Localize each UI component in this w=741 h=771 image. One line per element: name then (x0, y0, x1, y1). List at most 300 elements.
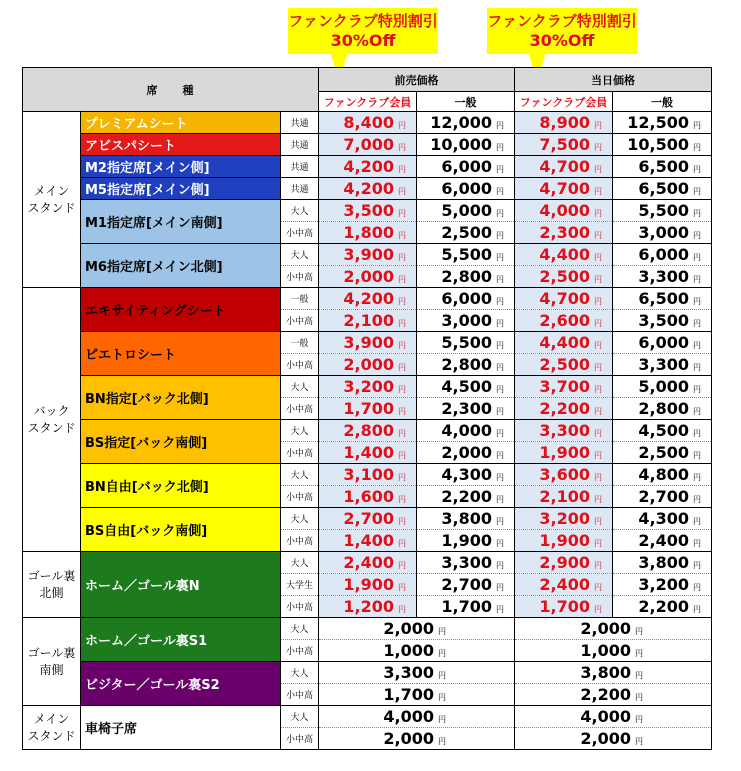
sameday-fan-price (515, 200, 613, 222)
sameday-general-price (613, 288, 712, 310)
price-value: 4,800 (638, 465, 689, 484)
yen-unit: 円 (594, 297, 602, 306)
sameday-fan-price (515, 244, 613, 266)
advance-general-price (417, 376, 515, 398)
ticket-category: 小中高 (281, 266, 319, 288)
table-row (23, 178, 712, 200)
table-row (23, 244, 712, 266)
sameday-price (515, 728, 712, 750)
price-value: 4,700 (539, 179, 590, 198)
seat-name: M5指定席[メイン側] (81, 178, 281, 200)
stand-area-label (23, 288, 81, 552)
price-value: 4,500 (638, 421, 689, 440)
price-value: 2,800 (441, 267, 492, 286)
sameday-general-price (613, 112, 712, 134)
price-value: 3,800 (580, 663, 631, 682)
table-row (23, 376, 712, 398)
seat-name: アビスパシート (81, 134, 281, 156)
table-row (23, 552, 712, 574)
sameday-fan-price (515, 508, 613, 530)
yen-unit: 円 (594, 275, 602, 284)
price-value: 2,400 (638, 531, 689, 550)
yen-unit: 円 (496, 451, 504, 460)
price-value: 2,300 (441, 399, 492, 418)
advance-price (319, 662, 515, 684)
seat-name: 車椅子席 (81, 706, 281, 750)
price-value: 2,000 (343, 267, 394, 286)
price-value: 1,200 (343, 597, 394, 616)
yen-unit: 円 (398, 539, 406, 548)
yen-unit: 円 (693, 187, 701, 196)
advance-fan-price (319, 574, 417, 596)
sameday-general-price (613, 398, 712, 420)
yen-unit: 円 (398, 517, 406, 526)
price-value: 6,500 (638, 179, 689, 198)
price-value: 10,500 (627, 135, 689, 154)
yen-unit: 円 (496, 539, 504, 548)
table-row (23, 508, 712, 530)
sameday-general-price (613, 486, 712, 508)
yen-unit: 円 (496, 385, 504, 394)
seat-name: BS自由[バック南側] (81, 508, 281, 552)
price-value: 4,700 (539, 289, 590, 308)
advance-general-price (417, 266, 515, 288)
ticket-category: 一般 (281, 288, 319, 310)
ticket-category: 大人 (281, 464, 319, 486)
sameday-general-price (613, 332, 712, 354)
price-value: 1,400 (343, 443, 394, 462)
yen-unit: 円 (398, 451, 406, 460)
advance-general-price (417, 200, 515, 222)
yen-unit: 円 (496, 341, 504, 350)
yen-unit: 円 (496, 583, 504, 592)
sameday-general-price (613, 420, 712, 442)
ticket-category: 小中高 (281, 310, 319, 332)
seat-name: ピエトロシート (81, 332, 281, 376)
price-value: 2,500 (539, 267, 590, 286)
advance-price (319, 618, 515, 640)
sameday-price (515, 640, 712, 662)
sameday-fan-price (515, 420, 613, 442)
sameday-fan-price (515, 552, 613, 574)
yen-unit: 円 (398, 561, 406, 570)
price-value: 3,900 (343, 245, 394, 264)
price-value: 2,900 (539, 553, 590, 572)
sameday-general-price (613, 178, 712, 200)
advance-general-price (417, 134, 515, 156)
price-value: 4,000 (383, 707, 434, 726)
advance-fan-price (319, 508, 417, 530)
price-value: 3,900 (343, 333, 394, 352)
yen-unit: 円 (594, 187, 602, 196)
advance-general-price (417, 244, 515, 266)
price-value: 1,800 (343, 223, 394, 242)
sameday-fan-price (515, 486, 613, 508)
price-value: 6,000 (638, 333, 689, 352)
sameday-general-price (613, 596, 712, 618)
price-value: 1,700 (383, 685, 434, 704)
price-value: 1,400 (343, 531, 394, 550)
advance-general-price (417, 552, 515, 574)
yen-unit: 円 (398, 429, 406, 438)
yen-unit: 円 (693, 561, 701, 570)
ticket-category: 小中高 (281, 222, 319, 244)
yen-unit: 円 (398, 275, 406, 284)
table-row (23, 706, 712, 728)
yen-unit: 円 (496, 165, 504, 174)
price-value: 3,500 (343, 201, 394, 220)
price-value: 4,200 (343, 157, 394, 176)
price-value: 2,700 (441, 575, 492, 594)
sameday-general-price (613, 530, 712, 552)
sameday-fan-price (515, 332, 613, 354)
price-value: 2,200 (580, 685, 631, 704)
price-value: 2,800 (441, 355, 492, 374)
stand-area-label (23, 112, 81, 288)
advance-price-header: 前売価格 (319, 68, 515, 92)
yen-unit: 円 (693, 385, 701, 394)
sameday-price (515, 662, 712, 684)
yen-unit: 円 (693, 143, 701, 152)
table-row (23, 464, 712, 486)
yen-unit: 円 (398, 385, 406, 394)
price-value: 5,000 (441, 201, 492, 220)
ticket-category: 大人 (281, 244, 319, 266)
advance-fan-price (319, 178, 417, 200)
yen-unit: 円 (496, 253, 504, 262)
yen-unit: 円 (496, 187, 504, 196)
yen-unit: 円 (398, 319, 406, 328)
sameday-general-price (613, 310, 712, 332)
price-value: 1,700 (539, 597, 590, 616)
yen-unit: 円 (594, 385, 602, 394)
yen-unit: 円 (398, 341, 406, 350)
price-value: 1,700 (343, 399, 394, 418)
advance-fan-price (319, 398, 417, 420)
yen-unit: 円 (398, 143, 406, 152)
sameday-general-price (613, 244, 712, 266)
price-value: 2,500 (638, 443, 689, 462)
sameday-general-price (613, 464, 712, 486)
stand-area-label (23, 552, 81, 618)
sameday-fan-price (515, 112, 613, 134)
callout-title: ファンクラブ特別割引 (288, 12, 438, 30)
seat-name: BN自由[バック北側] (81, 464, 281, 508)
yen-unit: 円 (496, 495, 504, 504)
advance-general-header: 一般 (417, 92, 515, 112)
yen-unit: 円 (693, 121, 701, 130)
advance-price (319, 640, 515, 662)
table-row (23, 200, 712, 222)
price-value: 5,500 (441, 245, 492, 264)
advance-general-price (417, 596, 515, 618)
yen-unit: 円 (496, 121, 504, 130)
sameday-fan-price (515, 134, 613, 156)
yen-unit: 円 (693, 407, 701, 416)
yen-unit: 円 (693, 165, 701, 174)
advance-price (319, 706, 515, 728)
price-value: 5,500 (638, 201, 689, 220)
price-value: 3,300 (383, 663, 434, 682)
yen-unit: 円 (496, 363, 504, 372)
yen-unit: 円 (594, 495, 602, 504)
ticket-category: 小中高 (281, 354, 319, 376)
advance-general-price (417, 354, 515, 376)
ticket-category: 大人 (281, 706, 319, 728)
yen-unit: 円 (594, 429, 602, 438)
yen-unit: 円 (693, 517, 701, 526)
table-row (23, 156, 712, 178)
sameday-price-header: 当日価格 (515, 68, 712, 92)
yen-unit: 円 (594, 473, 602, 482)
yen-unit: 円 (496, 473, 504, 482)
stand-area-text: メイン スタンド (27, 183, 76, 215)
ticket-category: 小中高 (281, 640, 319, 662)
price-value: 1,000 (580, 641, 631, 660)
yen-unit: 円 (496, 429, 504, 438)
seat-name: ホーム／ゴール裏N (81, 552, 281, 618)
seat-name: ビジター／ゴール裏S2 (81, 662, 281, 706)
price-value: 6,000 (441, 179, 492, 198)
fan-discount-callout-advance (288, 8, 438, 54)
yen-unit: 円 (635, 649, 643, 658)
table-row (23, 134, 712, 156)
yen-unit: 円 (398, 253, 406, 262)
yen-unit: 円 (594, 539, 602, 548)
yen-unit: 円 (693, 297, 701, 306)
sameday-fan-price (515, 442, 613, 464)
sameday-fan-price (515, 266, 613, 288)
sameday-fan-price (515, 574, 613, 596)
sameday-fan-price (515, 398, 613, 420)
stand-area-text: バック スタンド (27, 403, 76, 435)
price-value: 6,000 (441, 157, 492, 176)
price-value: 4,400 (539, 245, 590, 264)
price-value: 2,000 (441, 443, 492, 462)
callout-discount: 30%Off (330, 31, 396, 50)
advance-fan-price (319, 266, 417, 288)
seat-name: ホーム／ゴール裏S1 (81, 618, 281, 662)
table-row (23, 420, 712, 442)
yen-unit: 円 (594, 253, 602, 262)
price-value: 12,500 (627, 113, 689, 132)
advance-fan-price (319, 354, 417, 376)
stand-area-label (23, 618, 81, 706)
yen-unit: 円 (594, 231, 602, 240)
ticket-category: 小中高 (281, 684, 319, 706)
yen-unit: 円 (693, 231, 701, 240)
advance-fan-price (319, 112, 417, 134)
price-rows (23, 112, 712, 750)
table-row (23, 662, 712, 684)
ticket-category: 大学生 (281, 574, 319, 596)
callout-discount: 30%Off (529, 31, 595, 50)
yen-unit: 円 (438, 737, 446, 746)
yen-unit: 円 (438, 649, 446, 658)
advance-general-price (417, 486, 515, 508)
advance-fan-price (319, 156, 417, 178)
yen-unit: 円 (496, 561, 504, 570)
yen-unit: 円 (693, 451, 701, 460)
advance-price (319, 728, 515, 750)
advance-general-price (417, 530, 515, 552)
yen-unit: 円 (594, 209, 602, 218)
ticket-category: 大人 (281, 662, 319, 684)
price-value: 4,000 (539, 201, 590, 220)
advance-fan-price (319, 596, 417, 618)
yen-unit: 円 (496, 231, 504, 240)
yen-unit: 円 (635, 693, 643, 702)
yen-unit: 円 (438, 693, 446, 702)
price-value: 2,000 (580, 619, 631, 638)
yen-unit: 円 (398, 363, 406, 372)
table-row (23, 618, 712, 640)
price-value: 2,800 (638, 399, 689, 418)
sameday-fan-price (515, 156, 613, 178)
advance-fan-price (319, 420, 417, 442)
yen-unit: 円 (693, 583, 701, 592)
ticket-category: 共通 (281, 112, 319, 134)
price-value: 4,700 (539, 157, 590, 176)
advance-general-price (417, 222, 515, 244)
ticket-category: 大人 (281, 618, 319, 640)
sameday-fan-price (515, 178, 613, 200)
advance-fan-price (319, 442, 417, 464)
price-value: 2,400 (343, 553, 394, 572)
yen-unit: 円 (594, 143, 602, 152)
yen-unit: 円 (398, 121, 406, 130)
advance-fan-price (319, 332, 417, 354)
stand-area-label (23, 706, 81, 750)
price-value: 7,000 (343, 135, 394, 154)
yen-unit: 円 (693, 319, 701, 328)
advance-fan-price (319, 530, 417, 552)
advance-general-price (417, 464, 515, 486)
yen-unit: 円 (496, 275, 504, 284)
yen-unit: 円 (693, 539, 701, 548)
yen-unit: 円 (693, 495, 701, 504)
advance-general-price (417, 112, 515, 134)
ticket-category: 小中高 (281, 442, 319, 464)
sameday-fan-price (515, 222, 613, 244)
callout-title: ファンクラブ特別割引 (487, 12, 637, 30)
yen-unit: 円 (594, 341, 602, 350)
fan-discount-callout-sameday (487, 8, 637, 54)
advance-general-price (417, 442, 515, 464)
yen-unit: 円 (635, 671, 643, 680)
price-value: 6,000 (638, 245, 689, 264)
sameday-fan-price (515, 596, 613, 618)
advance-general-price (417, 398, 515, 420)
price-value: 6,000 (441, 289, 492, 308)
price-value: 2,100 (539, 487, 590, 506)
ticket-category: 共通 (281, 178, 319, 200)
price-value: 2,000 (580, 729, 631, 748)
sameday-general-price (613, 200, 712, 222)
yen-unit: 円 (594, 561, 602, 570)
price-value: 1,900 (441, 531, 492, 550)
price-value: 2,200 (539, 399, 590, 418)
seat-name: プレミアムシート (81, 112, 281, 134)
ticket-category: 小中高 (281, 728, 319, 750)
ticket-category: 小中高 (281, 486, 319, 508)
yen-unit: 円 (496, 209, 504, 218)
sameday-general-price (613, 156, 712, 178)
sameday-general-price (613, 552, 712, 574)
advance-fan-price (319, 134, 417, 156)
advance-fan-price (319, 486, 417, 508)
advance-general-price (417, 508, 515, 530)
ticket-category: 小中高 (281, 398, 319, 420)
price-value: 2,500 (441, 223, 492, 242)
advance-fan-price (319, 310, 417, 332)
yen-unit: 円 (398, 473, 406, 482)
yen-unit: 円 (594, 517, 602, 526)
price-value: 5,000 (638, 377, 689, 396)
price-value: 2,500 (539, 355, 590, 374)
advance-fan-price (319, 376, 417, 398)
sameday-price (515, 684, 712, 706)
price-value: 3,700 (539, 377, 590, 396)
advance-fan-price (319, 288, 417, 310)
yen-unit: 円 (594, 121, 602, 130)
seat-name: M6指定席[メイン北側] (81, 244, 281, 288)
yen-unit: 円 (438, 671, 446, 680)
price-value: 2,800 (343, 421, 394, 440)
advance-fan-price (319, 222, 417, 244)
sameday-price (515, 706, 712, 728)
ticket-category: 大人 (281, 200, 319, 222)
sameday-price (515, 618, 712, 640)
seat-name: BS指定[バック南側] (81, 420, 281, 464)
price-value: 3,600 (539, 465, 590, 484)
ticket-category: 大人 (281, 420, 319, 442)
advance-general-price (417, 332, 515, 354)
advance-general-price (417, 156, 515, 178)
price-value: 3,200 (343, 377, 394, 396)
price-value: 3,300 (638, 355, 689, 374)
advance-fan-header: ファンクラブ会員 (319, 92, 417, 112)
advance-price (319, 684, 515, 706)
yen-unit: 円 (693, 363, 701, 372)
yen-unit: 円 (438, 627, 446, 636)
price-value: 2,700 (638, 487, 689, 506)
yen-unit: 円 (496, 407, 504, 416)
price-value: 3,100 (343, 465, 394, 484)
yen-unit: 円 (438, 715, 446, 724)
yen-unit: 円 (594, 165, 602, 174)
ticket-category: 小中高 (281, 596, 319, 618)
yen-unit: 円 (594, 583, 602, 592)
price-table (22, 67, 712, 750)
price-value: 3,500 (638, 311, 689, 330)
seat-name: M2指定席[メイン側] (81, 156, 281, 178)
sameday-general-price (613, 376, 712, 398)
price-value: 12,000 (430, 113, 492, 132)
price-value: 4,500 (441, 377, 492, 396)
yen-unit: 円 (693, 473, 701, 482)
yen-unit: 円 (635, 715, 643, 724)
price-value: 3,200 (638, 575, 689, 594)
price-value: 2,000 (383, 729, 434, 748)
price-value: 8,400 (343, 113, 394, 132)
sameday-fan-price (515, 354, 613, 376)
price-value: 2,700 (343, 509, 394, 528)
advance-general-price (417, 178, 515, 200)
price-value: 3,300 (441, 553, 492, 572)
price-value: 4,200 (343, 179, 394, 198)
price-value: 6,500 (638, 289, 689, 308)
